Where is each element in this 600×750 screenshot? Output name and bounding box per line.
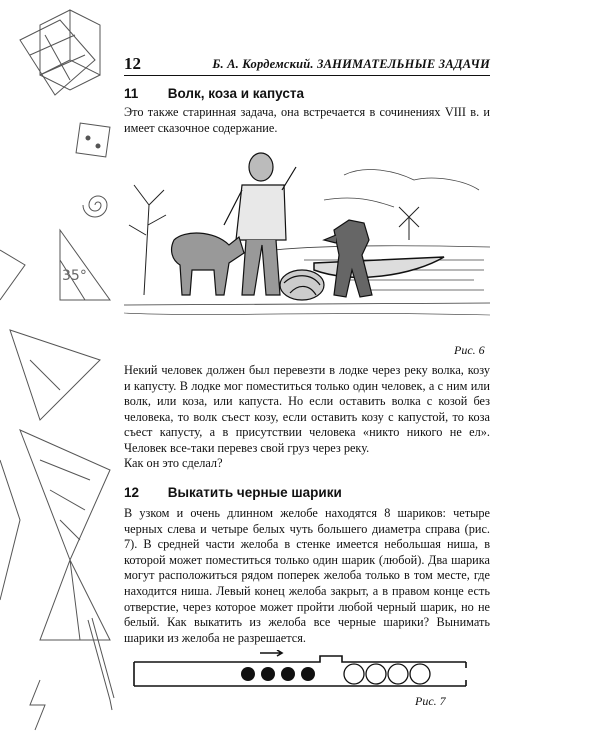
problem-number: 12: [124, 485, 140, 500]
problem-11-intro: Это также старинная задача, она встречается в сочинениях VIII в. и имеет сказочное содержание.: [124, 105, 490, 135]
white-ball: [388, 664, 408, 684]
ruler-triangle-icon: [10, 330, 100, 420]
man-icon: [224, 153, 296, 295]
pyramid-icon: [40, 560, 110, 640]
black-balls: [241, 667, 315, 681]
spiral-icon: [83, 196, 107, 217]
problem-11-question: Как он это сделал?: [124, 456, 223, 470]
grid-triangle-icon: [20, 430, 110, 560]
figure-7-caption: Рис. 7: [415, 694, 446, 708]
white-ball: [366, 664, 386, 684]
problem-11-body: Некий человек должен был перевезти в лодке через реку волка, козу и капусту. В лодке мог поместиться только один человек, а с ним или волк, или коза, или капуста. Но если оставить волка с козой без человека, то волк съест козу, если оставить козу с капустой, то коза съест капусту, а в присутствии человека «никто никого не ел». Человек все-таки перевез свой груз через реку.: [124, 363, 490, 455]
page-number: 12: [124, 54, 141, 73]
arrow-icon: [260, 650, 282, 656]
margin-decoration: [0, 0, 118, 750]
pencil-icon: [88, 618, 114, 710]
header-rule: [124, 75, 490, 76]
white-ball: [344, 664, 364, 684]
black-ball: [301, 667, 315, 681]
black-ball: [261, 667, 275, 681]
running-header: [124, 54, 490, 76]
figure-6-caption: Рис. 6: [454, 343, 485, 357]
problem-11-heading: [124, 86, 304, 101]
problem-title: Выкатить черные шарики: [167, 485, 342, 500]
goat-icon: [172, 233, 244, 295]
black-ball: [281, 667, 295, 681]
running-title: Б. А. Кордемский. ЗАНИМАТЕЛЬНЫЕ ЗАДАЧИ: [212, 57, 490, 71]
black-ball: [241, 667, 255, 681]
problem-12-heading: [124, 485, 342, 500]
compass-triangle-icon: [60, 230, 110, 300]
windmill-icon: [399, 207, 419, 240]
problem-title: Волк, коза и капуста: [167, 86, 304, 101]
figure-7-trough: [130, 650, 470, 698]
white-balls: [344, 664, 430, 684]
dice-icon: [76, 123, 110, 157]
figure-6-illustration: [124, 145, 490, 335]
problem-12-body: В узком и очень длинном желобе находятся 8 шариков: четыре черных слева и четыре белых чуть большего диаметра справа (рис. 7). В средней части желоба в стенке имеется небольшая ниша, в которой может поместиться только один шарик (любой). Два шарика могут расположиться рядом поперек желоба только в том месте, где находится ниша. Левый конец желоба закрыт, а в правом конце есть отверстие, через которое может пройти любой черный шарик, но не белый. Как выкатить из желоба все черные шарики? Вынимать шарики из желоба не разрешается.: [124, 506, 490, 645]
wolf-icon: [324, 220, 372, 297]
lightning-icon: [30, 680, 45, 730]
svg-text:35°: 35°: [62, 268, 87, 284]
problem-number: 11: [124, 86, 139, 101]
tree-icon: [129, 185, 166, 295]
cube-sketch-icon: [40, 10, 100, 90]
cabbage-icon: [280, 270, 324, 300]
white-ball: [410, 664, 430, 684]
